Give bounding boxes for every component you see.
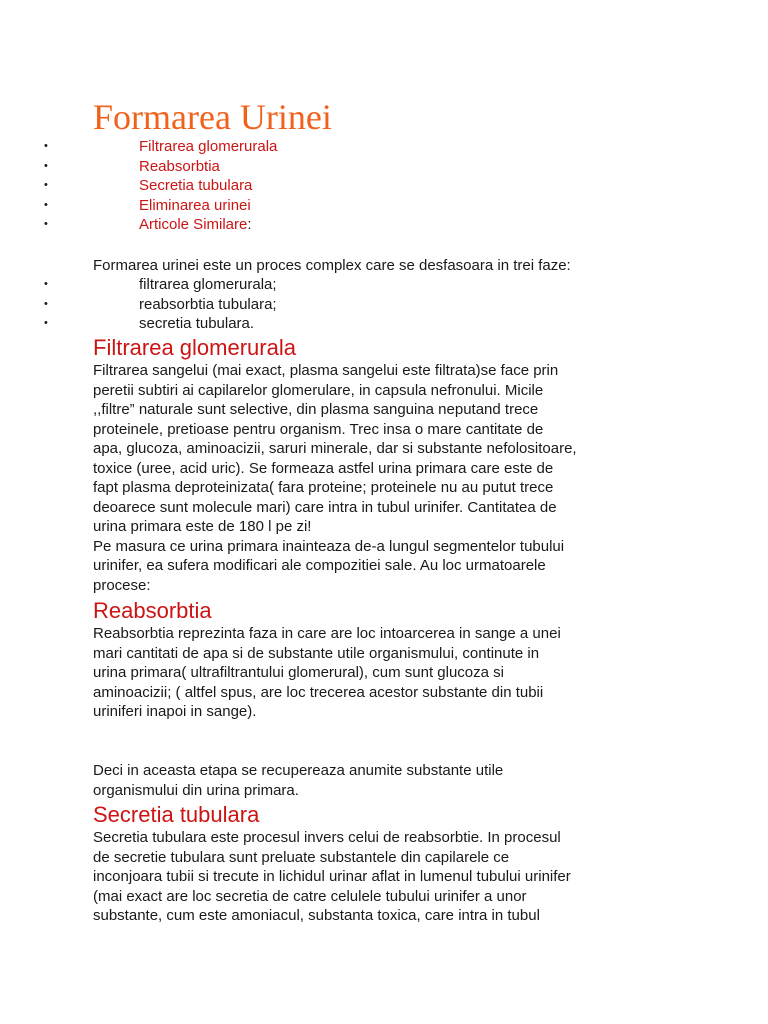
text-line: toxice (uree, acid uric). Se formeaza astfel urina primara care este de (93, 459, 554, 477)
toc-colon: : (247, 216, 252, 233)
bullet-icon: • (44, 278, 48, 290)
toc-link-eliminarea[interactable]: Eliminarea urinei (139, 196, 251, 214)
text-line: uriniferi inapoi in sange). (93, 703, 257, 720)
phase-label: secretia tubulara. (139, 315, 255, 332)
text-line: urinifer, ea sufera modificari ale compozitiei sale. Au loc urmatoarele (93, 557, 546, 574)
text-line: substante, cum este amoniacul, substanta toxica, care intra in tubul (93, 907, 540, 924)
paragraph-filtrare (93, 361, 693, 595)
text-line: urina primara este de 180 l pe zi! (93, 518, 312, 535)
section-heading-reabsorbtia: Reabsorbtia (93, 598, 212, 623)
text-line: procese: (93, 576, 151, 594)
text-line: (mai exact are loc secretia de catre celulele tubului urinifer a unor (93, 887, 527, 905)
text-line: organismului din urina primara. (93, 781, 299, 799)
toc-link-filtrare[interactable]: Filtrarea glomerurala (139, 138, 278, 155)
bullet-icon: • (44, 218, 48, 230)
paragraph-secretia (93, 828, 693, 926)
bullet-icon: • (44, 140, 48, 152)
bullet-icon: • (44, 159, 48, 172)
bullet-icon: • (44, 297, 48, 310)
text-line: urina primara( ultrafiltrantului glomerural), cum sunt glucoza si (93, 664, 504, 681)
document-title: Formarea Urinei (93, 97, 332, 137)
paragraph-reabsorbtia (93, 624, 693, 722)
section-heading-filtrare: Filtrarea glomerurala (93, 335, 296, 360)
text-line: Reabsorbtia reprezinta faza in care are loc intoarcerea in sange a unei (93, 625, 561, 642)
text-line: deoarece sunt molecule mari) care intra in tubul urinifer. Cantitatea de (93, 498, 557, 516)
toc-link-reabsorbtia[interactable]: Reabsorbtia (139, 157, 220, 175)
text-line: de secretie tubulara sunt preluate substantele din capilarele ce (93, 848, 510, 866)
toc-link-articole-label[interactable]: Articole Similare (139, 216, 248, 233)
section-heading-secretia: Secretia tubulara (93, 802, 260, 827)
text-line: aminoacizii; ( altfel spus, are loc trecerea acestor substante din tubii (93, 683, 544, 701)
text-line: Secretia tubulara este procesul invers celui de reabsorbtie. In procesul (93, 829, 561, 846)
bullet-icon: • (44, 198, 48, 211)
text-line: inconjoara tubii si trecute in lichidul urinar aflat in lumenul tubului urinifer (93, 868, 571, 885)
intro-text: Formarea urinei este un proces complex care se desfasoara in trei faze: (93, 257, 571, 274)
text-line: mari cantitati de apa si de substante utile organismului, continute in (93, 644, 540, 662)
text-line: apa, glucoza, aminoacizii, saruri minerale, dar si substante nefolositoare, (93, 440, 577, 457)
text-line: peretii subtiri ai capilarelor glomerulare, in capsula nefronului. Micile (93, 381, 544, 399)
text-line: proteinele, pretioase pentru organism. Trec insa o mare cantitate de (93, 420, 544, 438)
text-line: Filtrarea sangelui (mai exact, plasma sangelui este filtrata)se face prin (93, 362, 559, 379)
bullet-icon: • (44, 179, 48, 191)
text-line: Deci in aceasta etapa se recupereaza anumite substante utile (93, 762, 504, 779)
paragraph-reabsorbtia-summary (93, 761, 693, 800)
text-line: Pe masura ce urina primara inainteaza de-a lungul segmentelor tubului (93, 537, 565, 555)
phase-label: filtrarea glomerurala; (139, 276, 277, 293)
toc-link-secretia[interactable]: Secretia tubulara (139, 177, 253, 194)
toc-link-articole[interactable] (139, 215, 252, 235)
text-line: ,,filtre” naturale sunt selective, din plasma sanguina neputand trece (93, 401, 539, 418)
phase-label: reabsorbtia tubulara; (139, 295, 277, 313)
bullet-icon: • (44, 317, 48, 329)
text-line: fapt plasma deproteinizata( fara proteine; proteinele nu au putut trece (93, 479, 554, 496)
